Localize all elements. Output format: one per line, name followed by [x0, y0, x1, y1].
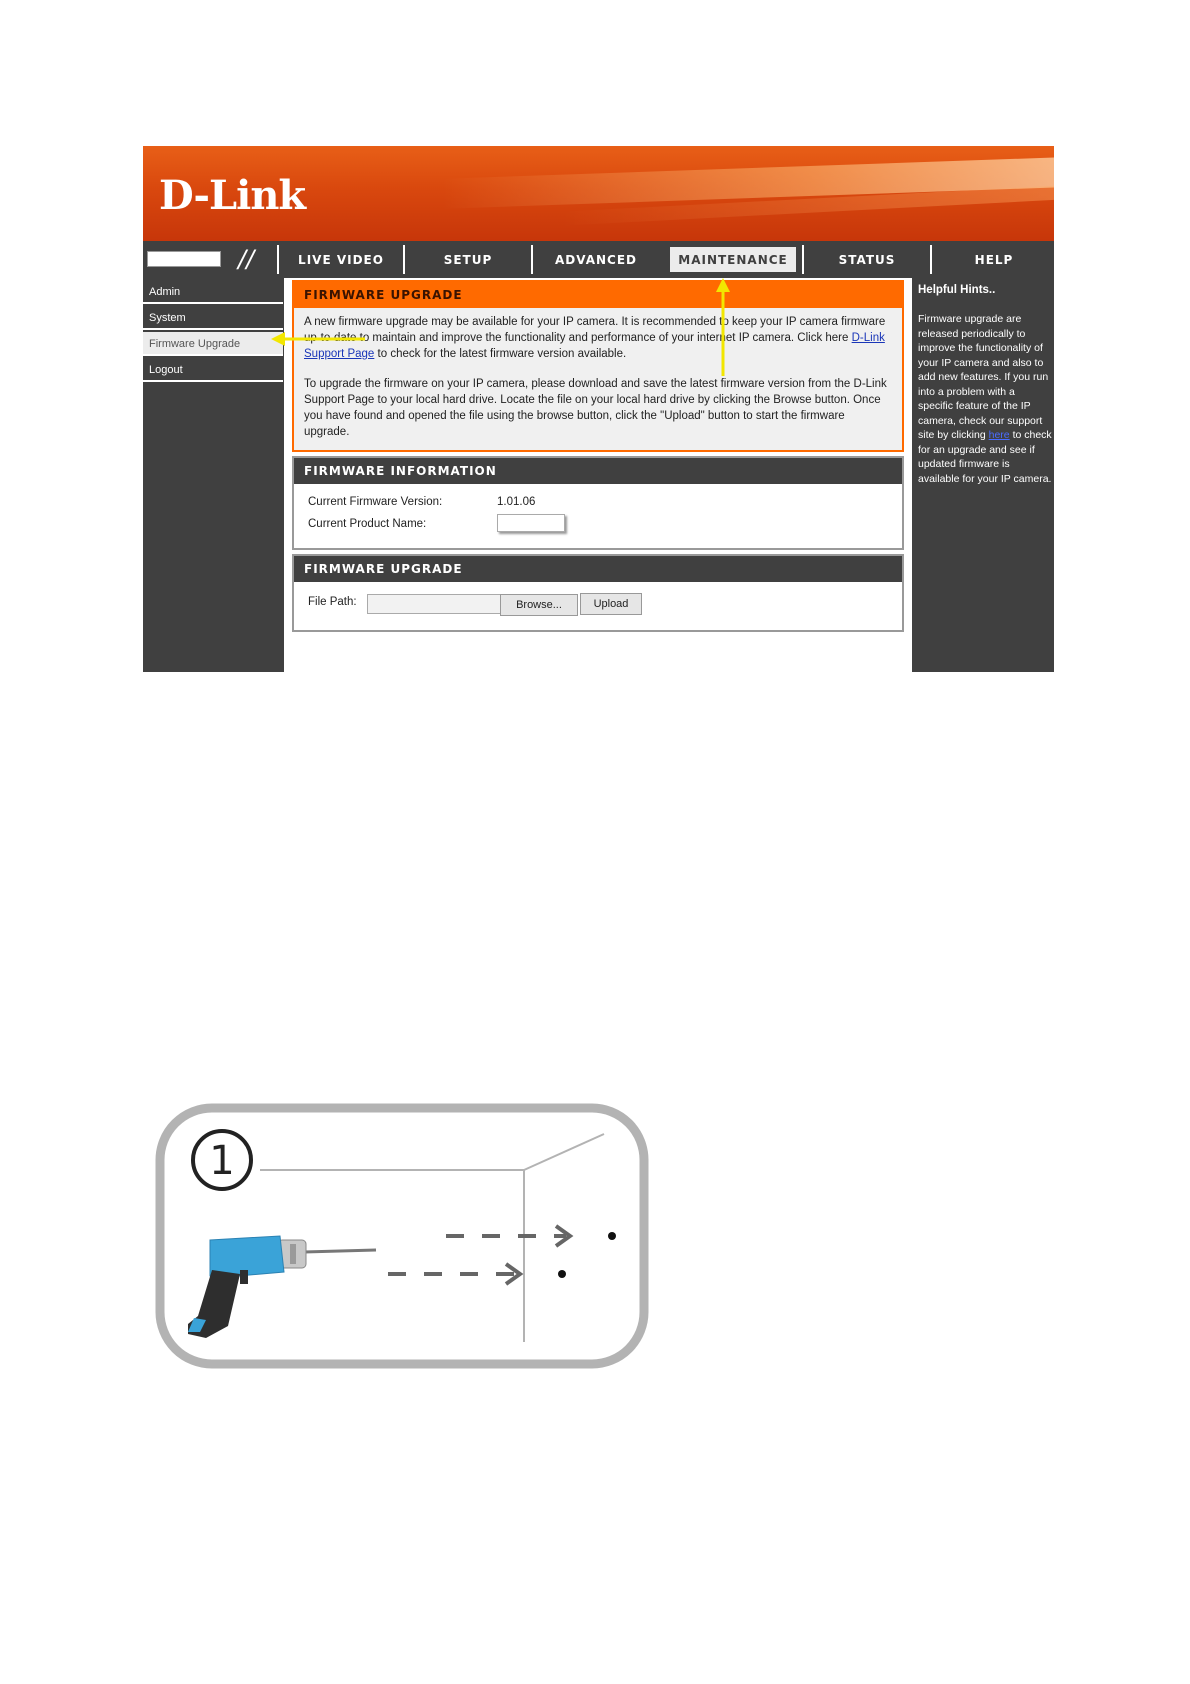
drill-hole-mark	[558, 1270, 566, 1278]
file-path-label: File Path:	[308, 596, 357, 608]
tab-status[interactable]: STATUS	[802, 245, 930, 274]
tab-maintenance[interactable]: MAINTENANCE	[668, 245, 798, 274]
sidebar-item-logout[interactable]: Logout	[143, 358, 283, 382]
sidebar-item-admin[interactable]: Admin	[143, 280, 283, 304]
slashes-decoration: //	[238, 245, 255, 273]
browse-button[interactable]: Browse...	[500, 594, 578, 616]
drill-wall-illustration	[154, 1102, 650, 1372]
version-label: Current Firmware Version:	[308, 496, 443, 508]
instructions-paragraph: To upgrade the firmware on your IP camera, please download and save the latest firmware version from the D-Link Support Page to your local hard drive. Locate the file on your local hard drive by clicking the Browse button. Once you have found and opened the file using the browse button, click the "Upload" button to start the firmware upgrade.	[304, 378, 887, 438]
panel-title: FIRMWARE UPGRADE	[294, 282, 902, 308]
sidebar-item-firmware-upgrade[interactable]: Firmware Upgrade	[143, 332, 283, 356]
tab-live-video[interactable]: LIVE VIDEO	[277, 245, 403, 274]
tab-advanced[interactable]: ADVANCED	[531, 245, 659, 274]
step-number-badge	[193, 1131, 251, 1189]
upload-button[interactable]: Upload	[580, 593, 642, 615]
dlink-web-ui	[143, 146, 1054, 672]
hints-text-start: Firmware upgrade are released periodically to improve the functionality of your IP camera and also to add new features. If you run into a problem with a specific feature of the IP camera, check our support site by clicking	[918, 313, 1049, 441]
dlink-support-link[interactable]: D-Link Support Page	[304, 332, 885, 360]
hints-text-end: to check for an upgrade and see if updated firmware is available for your IP camera.	[918, 429, 1052, 485]
intro-text: A new firmware upgrade may be available for your IP camera. It is recommended to keep your IP camera firmware up-to-date to maintain and improve the functionality and performance of your internet IP camera. Click here	[304, 316, 886, 344]
version-value: 1.01.06	[497, 496, 536, 508]
hints-here-link[interactable]: here	[988, 429, 1010, 441]
panel-title: FIRMWARE INFORMATION	[294, 458, 902, 484]
product-name-label: Current Product Name:	[308, 518, 427, 530]
sidebar-item-system[interactable]: System	[143, 306, 283, 330]
hints-title: Helpful Hints..	[918, 284, 996, 296]
annotation-arrows	[143, 146, 1054, 672]
dlink-logo: D-Link	[159, 172, 306, 219]
tab-setup[interactable]: SETUP	[403, 245, 531, 274]
panel-title: FIRMWARE UPGRADE	[294, 556, 902, 582]
step-number: 1	[209, 1138, 235, 1184]
drill-hole-mark	[608, 1232, 616, 1240]
intro-text-end: to check for the latest firmware version available.	[377, 348, 627, 360]
arrow-left-to-firmware-upgrade-icon	[271, 332, 365, 346]
arrow-up-to-maintenance-icon	[716, 278, 730, 376]
tab-help[interactable]: HELP	[930, 245, 1054, 274]
